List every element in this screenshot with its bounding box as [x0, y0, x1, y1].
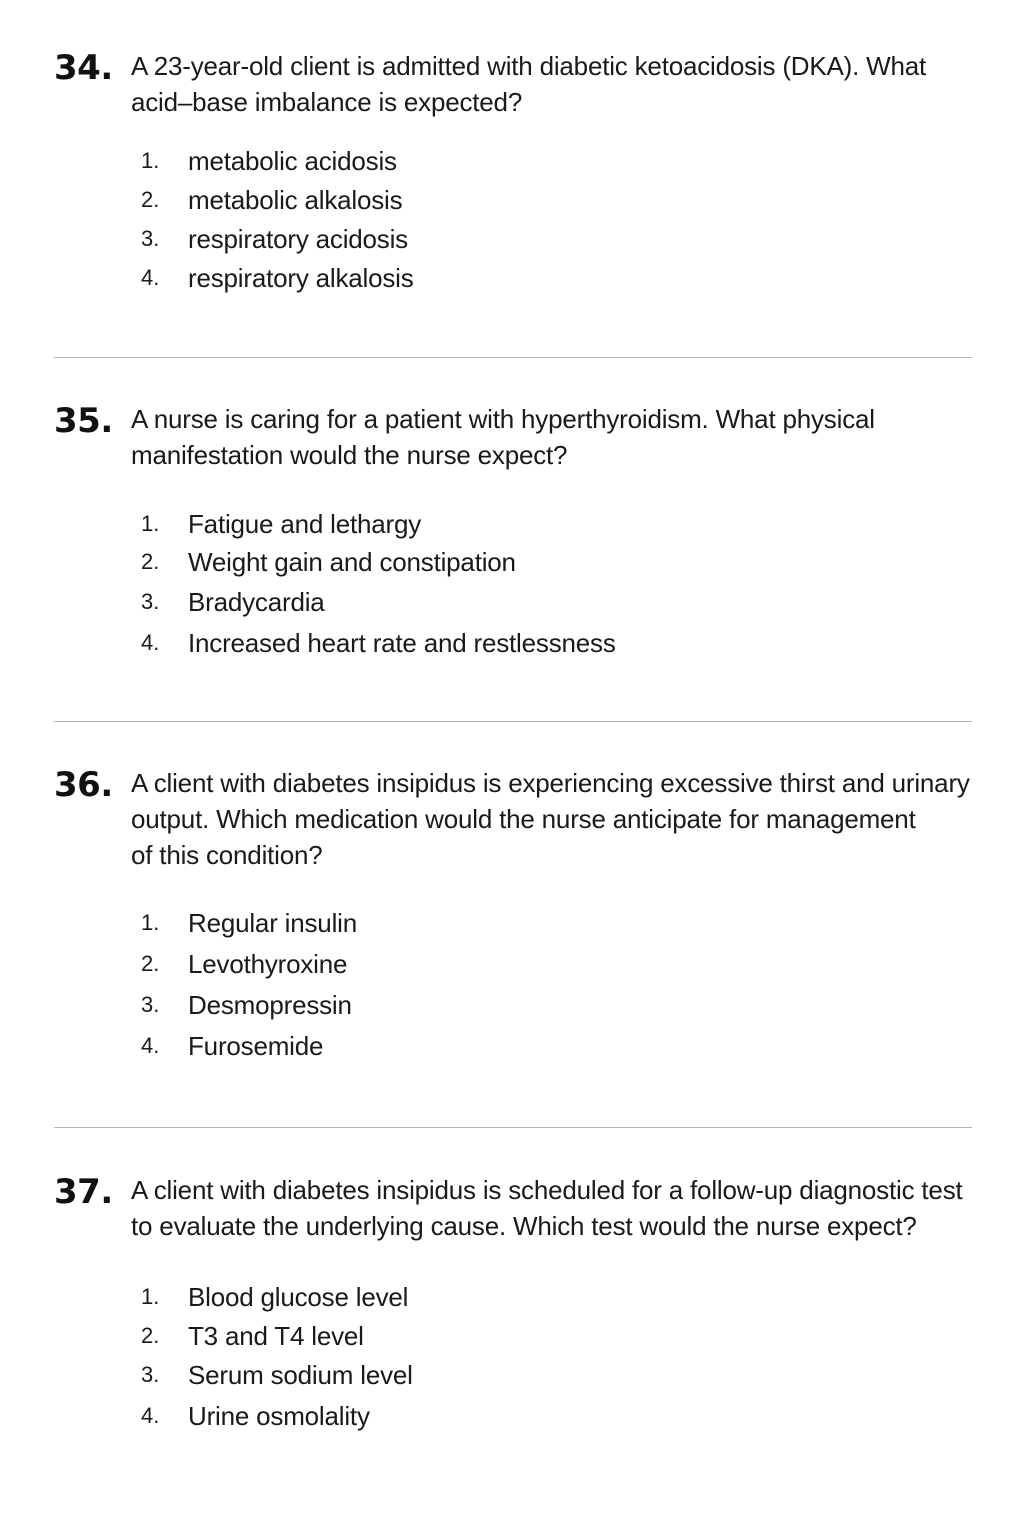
question-text: A nurse is caring for a patient with hyperthyroidism. What physical manifestation would the nurse expect?	[131, 404, 875, 470]
option-text: metabolic acidosis	[188, 146, 397, 176]
section-divider	[54, 357, 972, 358]
option-text: metabolic alkalosis	[188, 185, 403, 215]
option-text: Regular insulin	[188, 908, 357, 938]
answer-option-3[interactable]	[0, 1357, 1024, 1393]
section-divider	[54, 1127, 972, 1128]
option-number: 2.	[141, 549, 160, 574]
option-text: Increased heart rate and restlessness	[188, 628, 616, 658]
question-text: A 23-year-old client is admitted with diabetic ketoacidosis (DKA). What acid–base imbalance is expected?	[131, 51, 927, 117]
option-number: 1.	[141, 910, 160, 935]
option-text: respiratory alkalosis	[188, 263, 414, 293]
answer-option-4[interactable]	[0, 1028, 1024, 1064]
option-number: 4.	[141, 1033, 160, 1058]
option-text: Bradycardia	[188, 587, 325, 617]
option-number: 2.	[141, 1323, 160, 1348]
option-number: 1.	[141, 1284, 160, 1309]
answer-option-4[interactable]	[0, 260, 1024, 296]
option-number: 3.	[141, 1362, 160, 1387]
question-text: A client with diabetes insipidus is scheduled for a follow-up diagnostic test to evaluate the underlying cause. Which test would the nurse expect?	[131, 1175, 963, 1241]
option-number: 4.	[141, 265, 160, 290]
answer-option-2[interactable]	[0, 946, 1024, 982]
question-number: 36.	[54, 765, 113, 805]
option-text: Urine osmolality	[188, 1401, 370, 1431]
option-number: 3.	[141, 226, 160, 251]
option-number: 3.	[141, 589, 160, 614]
answer-option-1[interactable]	[0, 905, 1024, 941]
answer-option-2[interactable]	[0, 182, 1024, 218]
question-number: 34.	[54, 48, 113, 88]
option-text: respiratory acidosis	[188, 224, 408, 254]
option-text: T3 and T4 level	[188, 1321, 364, 1351]
option-number: 2.	[141, 951, 160, 976]
option-text: Furosemide	[188, 1031, 324, 1061]
answer-option-1[interactable]	[0, 506, 1024, 542]
option-text: Blood glucose level	[188, 1282, 409, 1312]
question-number: 35.	[54, 401, 113, 441]
answer-option-3[interactable]	[0, 584, 1024, 620]
answer-option-4[interactable]	[0, 1398, 1024, 1434]
answer-option-2[interactable]	[0, 1318, 1024, 1354]
answer-option-1[interactable]	[0, 143, 1024, 179]
question-text: A client with diabetes insipidus is experiencing excessive thirst and urinary output. Which medication would the nurse anticipate for management of this condition?	[131, 768, 970, 870]
option-number: 3.	[141, 992, 160, 1017]
answer-option-3[interactable]	[0, 987, 1024, 1023]
answer-option-1[interactable]	[0, 1279, 1024, 1315]
option-text: Levothyroxine	[188, 949, 348, 979]
option-text: Serum sodium level	[188, 1360, 413, 1390]
option-number: 2.	[141, 187, 160, 212]
option-number: 1.	[141, 511, 160, 536]
option-text: Fatigue and lethargy	[188, 509, 422, 539]
option-text: Desmopressin	[188, 990, 352, 1020]
option-text: Weight gain and constipation	[188, 547, 516, 577]
option-number: 1.	[141, 148, 160, 173]
answer-option-3[interactable]	[0, 221, 1024, 257]
question-number: 37.	[54, 1172, 113, 1212]
option-number: 4.	[141, 630, 160, 655]
answer-option-4[interactable]	[0, 625, 1024, 661]
section-divider	[54, 721, 972, 722]
option-number: 4.	[141, 1403, 160, 1428]
answer-option-2[interactable]	[0, 544, 1024, 580]
